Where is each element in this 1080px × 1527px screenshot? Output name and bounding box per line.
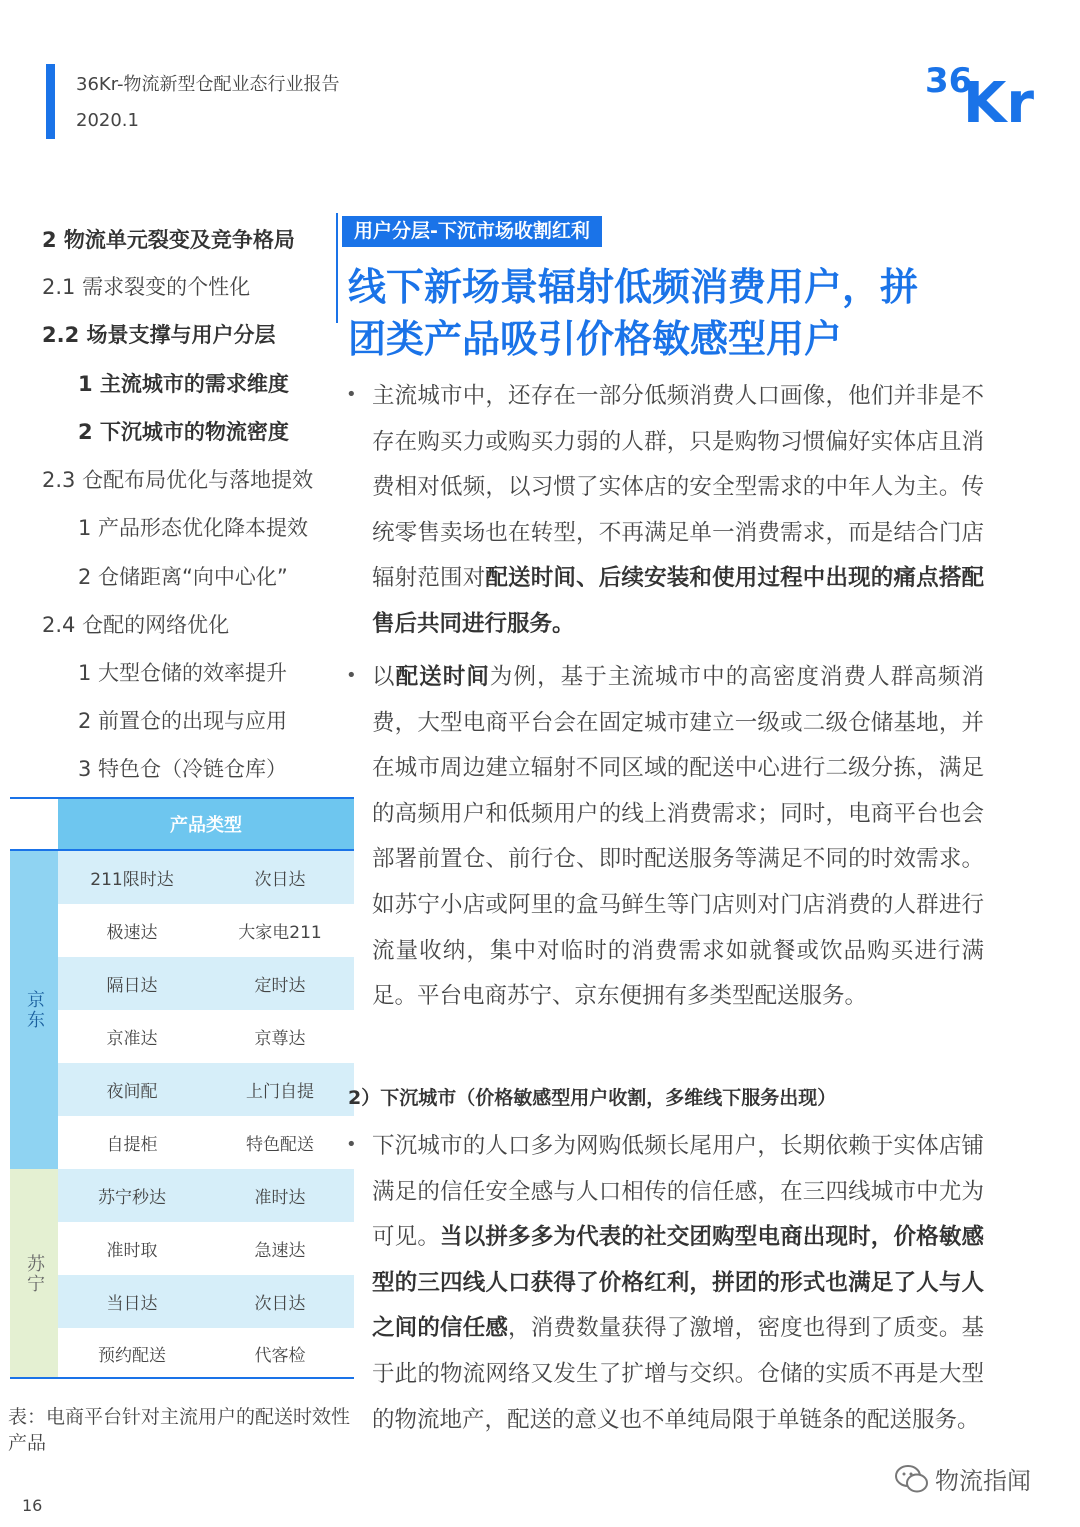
nav-item-2-3-2[interactable]: 2 仓储距离“向中心化” [78, 565, 288, 589]
table-caption: 表：电商平台针对主流用户的配送时效性产品 [8, 1406, 351, 1454]
table-cell: 代客检 [254, 1346, 306, 1366]
nav-item-2-2-1[interactable]: 1 主流城市的需求维度 [78, 372, 289, 396]
table-row [58, 1063, 354, 1116]
headline-line-2: 团类产品吸引价格敏感型用户 [348, 317, 843, 361]
watermark [895, 1461, 1031, 1496]
paragraph-delivery-time: 以配送时间为例，基于主流城市中的高密度消费人群高频消费，大型电商平台会在固定城市建立一级或二级仓储基地，并在城市周边建立辐射不同区域的配送中心进行二级分拣，满足的高频用户和低频用户的线上消费需求；同时，电商平台也会部署前置仓、前行仓、即时配送服务等满足不同的时效需求。如苏宁小店或阿里的盒马鲜生等门店则对门店消费的人群进行流量收纳，集中对临时的消费需求如就餐或饮品购买进行满足。平台电商苏宁、京东便拥有多类型配送服务。 [372, 664, 984, 1010]
nav-item-2-4-3[interactable]: 3 特色仓（冷链仓库） [78, 757, 288, 781]
svg-text:36: 36 [925, 61, 973, 101]
table-row [58, 1328, 354, 1379]
brand-logo [925, 58, 1040, 130]
nav-section-2-4[interactable]: 2.4 仓配的网络优化 [42, 613, 230, 637]
table-cell: 急速达 [254, 1241, 306, 1261]
paragraph-lower-tier: 下沉城市的人口多为网购低频长尾用户，长期依赖于实体店铺满足的信任安全感与人口相传的信任感，在三四线城市中尤为可见。当以拼多多为代表的社交团购型电商出现时，价格敏感型的三四线人口获得了价格红利，拼团的形式也满足了人与人之间的信任感，消费数量获得了激增，密度也得到了质变。基于此的物流网络又发生了扩增与交织。仓储的实质不再是大型的物流地产，配送的意义也不单纯局限于单链条的配送服务。 [372, 1133, 984, 1433]
table-cell: 大家电211 [238, 923, 322, 943]
nav-item-2-2-2[interactable]: 2 下沉城市的物流密度 [78, 420, 289, 444]
paragraph-mainstream: 主流城市中，还存在一部分低频消费人口画像，他们并非是不存在购买力或购买力弱的人群，只是购物习惯偏好实体店且消费相对低频，以习惯了实体店的安全型需求的中年人为主。传统零售卖场也在转型，不再满足单一消费需求，而是结合门店辐射范围对配送时间、后续安装和使用过程中出现的痛点搭配售后共同进行服务。 [372, 383, 984, 637]
table-cell: 特色配送 [246, 1135, 314, 1155]
table-cell: 定时达 [254, 976, 306, 996]
nav-item-2-4-1[interactable]: 1 大型仓储的效率提升 [78, 661, 288, 685]
table-cell: 苏宁秒达 [98, 1188, 166, 1208]
table-cell: 上门自提 [246, 1082, 314, 1102]
table-cell: 预约配送 [98, 1346, 166, 1366]
bullet-marker: • [346, 384, 357, 405]
table-cell: 极速达 [106, 923, 158, 943]
table-bottom-rule [10, 1377, 354, 1379]
table-row [58, 851, 354, 904]
table-cell: 自提柜 [106, 1135, 158, 1155]
report-date: 2020.1 [76, 110, 139, 131]
table-group-suning: 苏宁 [10, 1169, 58, 1379]
header-accent-bar [46, 64, 55, 139]
table-cell: 准时取 [106, 1241, 158, 1261]
report-title: 36Kr-物流新型仓配业态行业报告 [76, 74, 340, 95]
nav-chapter-2[interactable]: 2 物流单元裂变及竞争格局 [42, 228, 295, 252]
nav-item-2-4-2[interactable]: 2 前置仓的出现与应用 [78, 709, 288, 733]
table-row [58, 957, 354, 1010]
nav-section-2-2[interactable]: 2.2 场景支撑与用户分层 [42, 323, 276, 347]
svg-text:Kr: Kr [963, 71, 1035, 130]
headline-line-1: 线下新场景辐射低频消费用户，拼 [348, 265, 919, 309]
table-cell: 次日达 [254, 1294, 306, 1314]
bullet-marker: • [346, 665, 357, 686]
page-number: 16 [22, 1496, 43, 1515]
subheading-lower-tier: 2）下沉城市（价格敏感型用户收割，多维线下服务出现） [348, 1087, 837, 1109]
table-row [58, 1169, 354, 1222]
table-cell: 隔日达 [106, 976, 158, 996]
table-cell: 夜间配 [106, 1082, 158, 1102]
table-cell: 当日达 [106, 1294, 158, 1314]
table-header: 产品类型 [58, 799, 354, 849]
wechat-icon [895, 1465, 929, 1493]
bullet-marker: • [346, 1134, 357, 1155]
table-cell: 准时达 [254, 1188, 306, 1208]
title-accent-rule [336, 213, 338, 323]
nav-section-2-3[interactable]: 2.3 仓配布局优化与落地提效 [42, 468, 314, 492]
nav-item-2-3-1[interactable]: 1 产品形态优化降本提效 [78, 516, 309, 540]
table-row [58, 1116, 354, 1169]
section-tag: 用户分层-下沉市场收割红利 [342, 216, 602, 247]
table-cell: 京准达 [106, 1029, 158, 1049]
table-cell: 次日达 [254, 870, 306, 890]
table-row [58, 1010, 354, 1063]
table-cell: 京尊达 [254, 1029, 306, 1049]
watermark-text: 物流指闻 [935, 1467, 1031, 1495]
table-row [58, 1222, 354, 1275]
table-row [58, 1275, 354, 1328]
delivery-product-table [10, 797, 354, 1379]
table-cell: 211限时达 [90, 870, 174, 890]
table-group-jd: 京东 [10, 851, 58, 1169]
nav-section-2-1[interactable]: 2.1 需求裂变的个性化 [42, 275, 251, 299]
table-row [58, 904, 354, 957]
